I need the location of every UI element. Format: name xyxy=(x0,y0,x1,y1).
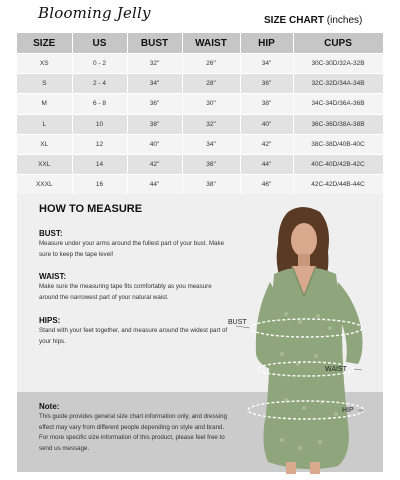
cell-cups: 32C-32D/34A-34B xyxy=(293,74,383,94)
size-chart-header-row xyxy=(17,33,383,54)
cell-bust: 32" xyxy=(127,54,182,74)
cell-size: L xyxy=(17,114,72,134)
cell-waist: 36" xyxy=(182,154,240,174)
table-row xyxy=(17,54,383,74)
bust-instructions: Measure under your arms around the fullest part of your bust. Make sure to keep the tape level! xyxy=(39,240,225,258)
cell-bust: 42" xyxy=(127,154,182,174)
bust-pointer xyxy=(236,326,250,328)
table-row xyxy=(17,175,383,195)
cell-cups: 34C-34D/36A-36B xyxy=(293,94,383,114)
cell-us: 16 xyxy=(72,175,127,195)
table-row xyxy=(17,154,383,174)
bust-heading: BUST: xyxy=(39,229,63,238)
cell-hip: 40" xyxy=(240,114,293,134)
cell-hip: 34" xyxy=(240,54,293,74)
cell-size: S xyxy=(17,74,72,94)
waist-label: WAIST xyxy=(325,366,347,373)
table-row xyxy=(17,94,383,114)
table-row xyxy=(17,114,383,134)
cell-size: XS xyxy=(17,54,72,74)
cell-bust: 38" xyxy=(127,114,182,134)
note-text: This guide provides general size chart information only, and dressing effect may vary from different people depending on style and brand. For more specific size information of this product, please feel free to send us message. xyxy=(39,413,228,452)
cell-hip: 44" xyxy=(240,154,293,174)
waist-pointer xyxy=(354,369,362,370)
cell-hip: 38" xyxy=(240,94,293,114)
cell-us: 14 xyxy=(72,154,127,174)
cell-waist: 28" xyxy=(182,74,240,94)
header-us: US xyxy=(72,33,127,54)
cell-us: 0 - 2 xyxy=(72,54,127,74)
how-to-measure-title: HOW TO MEASURE xyxy=(39,203,143,215)
cell-us: 2 - 4 xyxy=(72,74,127,94)
size-chart-title xyxy=(264,15,362,26)
cell-bust: 36" xyxy=(127,94,182,114)
bust-label: BUST xyxy=(228,319,247,326)
hip-label: HIP xyxy=(342,407,354,414)
cell-cups: 30C-30D/32A-32B xyxy=(293,54,383,74)
waist-heading: WAIST: xyxy=(39,272,67,281)
cell-cups: 40C-40D/42B-42C xyxy=(293,154,383,174)
header-cups: CUPS xyxy=(293,33,383,54)
waist-instructions: Make sure the measuring tape fits comfortably as you measure around the narrowest part of your natural waist. xyxy=(39,283,212,301)
cell-waist: 30" xyxy=(182,94,240,114)
cell-us: 10 xyxy=(72,114,127,134)
cell-us: 6 - 8 xyxy=(72,94,127,114)
model-neck xyxy=(298,254,310,268)
cell-bust: 34" xyxy=(127,74,182,94)
cell-hip: 42" xyxy=(240,134,293,154)
cell-waist: 34" xyxy=(182,134,240,154)
model-right-leg xyxy=(310,462,320,474)
table-row xyxy=(17,74,383,94)
size-chart-unit: (inches) xyxy=(326,15,363,26)
model-figure xyxy=(230,204,380,474)
header-waist: WAIST xyxy=(182,33,240,54)
size-chart-table xyxy=(17,33,384,195)
cell-cups: 36C-36D/38A-38B xyxy=(293,114,383,134)
cell-bust: 44" xyxy=(127,175,182,195)
cell-waist: 38" xyxy=(182,175,240,195)
size-chart-title-text: SIZE CHART xyxy=(264,15,324,26)
hips-heading: HIPS: xyxy=(39,316,61,325)
cell-waist: 32" xyxy=(182,114,240,134)
cell-bust: 40" xyxy=(127,134,182,154)
header-size: SIZE xyxy=(17,33,72,54)
hip-pointer xyxy=(358,410,364,411)
cell-hip: 46" xyxy=(240,175,293,195)
header-hip: HIP xyxy=(240,33,293,54)
cell-size: M xyxy=(17,94,72,114)
hips-instructions: Stand with your feet together, and measure around the widest part of your hips. xyxy=(39,327,228,345)
cell-cups: 42C-42D/44B-44C xyxy=(293,175,383,195)
note-heading: Note: xyxy=(39,402,60,411)
cell-size: XL xyxy=(17,134,72,154)
model-face xyxy=(291,223,317,257)
cell-size: XXXL xyxy=(17,175,72,195)
cell-hip: 36" xyxy=(240,74,293,94)
table-row xyxy=(17,134,383,154)
cell-cups: 38C-38D/40B-40C xyxy=(293,134,383,154)
cell-size: XXL xyxy=(17,154,72,174)
header-bust: BUST xyxy=(127,33,182,54)
brand-logo: Blooming Jelly xyxy=(38,4,151,22)
model-left-leg xyxy=(286,462,296,474)
cell-waist: 26" xyxy=(182,54,240,74)
cell-us: 12 xyxy=(72,134,127,154)
